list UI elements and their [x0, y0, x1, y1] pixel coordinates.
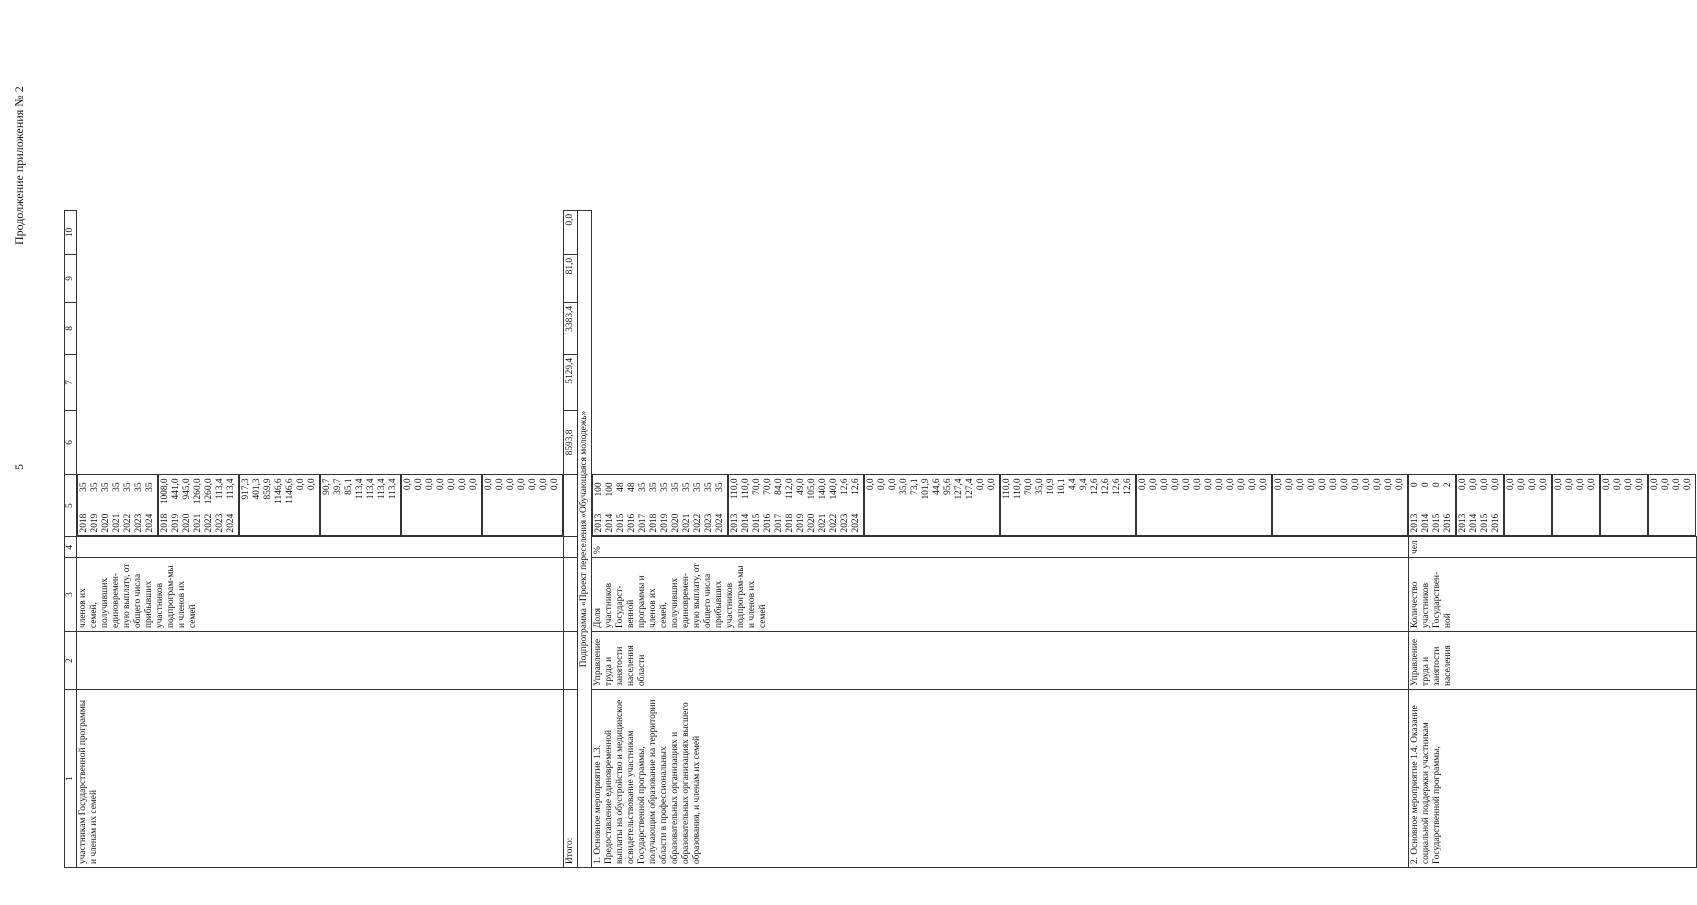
sub-row: 110,0 — [1013, 478, 1023, 500]
col-num: 8 — [65, 302, 77, 354]
sub-row: 0,0 — [1160, 478, 1170, 491]
sub-row: 0,0 — [1138, 478, 1148, 491]
sub-row: 0,0 — [1149, 478, 1159, 491]
sub-row — [807, 478, 818, 532]
sub-value: 35 — [101, 482, 111, 492]
sub-value: 0 — [1421, 482, 1431, 488]
sub-row — [160, 478, 171, 532]
sub-row: 917,3 — [241, 478, 251, 500]
sub-value: 113,4 — [215, 478, 225, 500]
sub-year: 2022 — [829, 513, 839, 533]
block2-col1: 1. Основное мероприятие 1.3. Предоставление единовременной выплаты на обустройство и медицинское освидетельствование участникам Государственной программы, получающим образование на территории области в профессиональных образовательных организациях и образовательных организациях высшего образования, и членам их семей — [592, 690, 1409, 868]
sub-row: 0,0 — [1528, 478, 1538, 491]
sub-row: 0,0 — [1237, 478, 1247, 491]
sub-row — [204, 478, 215, 532]
total-row — [564, 210, 578, 867]
sub-year: 2024 — [715, 513, 725, 533]
sub-year: 2019 — [171, 513, 181, 533]
sub-year: 2013 — [1458, 513, 1468, 533]
sub-row: 0,0 — [436, 478, 446, 491]
sub-row: 35,0 — [1035, 478, 1045, 495]
sub-row — [693, 478, 704, 532]
sub-row: 113,4 — [388, 478, 398, 500]
col-num: 7 — [65, 354, 77, 410]
block2-c8 — [1000, 474, 1136, 536]
block1-col4 — [77, 537, 564, 558]
block2-years — [592, 474, 728, 536]
sub-row — [1480, 478, 1491, 532]
sub-row: 35,0 — [899, 478, 909, 495]
sub-row — [1421, 478, 1432, 532]
sub-row — [101, 478, 112, 532]
sub-value: 2 — [1443, 482, 1453, 488]
col-num: 2 — [65, 632, 77, 690]
sub-row: 0,0 — [1517, 478, 1527, 491]
sub-row: 0,0 — [976, 478, 986, 491]
sub-row: 0,0 — [877, 478, 887, 491]
sub-year: 2023 — [134, 513, 144, 533]
block1-c7 — [239, 474, 320, 536]
sub-row: 0,0 — [307, 478, 317, 491]
sub-row: 0,0 — [1539, 478, 1549, 491]
sub-year: 2020 — [182, 513, 192, 533]
sub-year: 2019 — [796, 513, 806, 533]
sub-row: 70,0 — [1024, 478, 1034, 495]
sub-value: 35 — [649, 482, 659, 492]
sub-row — [1491, 478, 1502, 532]
sub-value: 100 — [605, 482, 615, 497]
sub-value: 35 — [693, 482, 703, 492]
sub-row: 0,0 — [1182, 478, 1192, 491]
sub-row: 0,0 — [1307, 478, 1317, 491]
sub-value: 35 — [123, 482, 133, 492]
sub-row — [829, 478, 840, 532]
sub-row: 39,7 — [333, 478, 343, 495]
sub-row — [851, 478, 862, 532]
page-number: 5 — [12, 464, 26, 470]
sub-year: 2022 — [123, 513, 133, 533]
block1-c10 — [482, 474, 563, 536]
sub-row — [796, 478, 807, 532]
sub-value: 48 — [627, 482, 637, 492]
sub-year: 2021 — [818, 513, 828, 533]
sub-value: 0,0 — [1480, 478, 1490, 491]
sub-row: 0,0 — [1613, 478, 1623, 491]
sub-row — [840, 478, 851, 532]
sub-year: 2021 — [193, 513, 203, 533]
sub-row: 0,0 — [1259, 478, 1269, 491]
sub-row: 0,0 — [528, 478, 538, 491]
sub-row — [134, 478, 145, 532]
sub-row: 0,0 — [1351, 478, 1361, 491]
sub-row: 0,0 — [414, 478, 424, 491]
sub-year: 2018 — [160, 513, 170, 533]
sub-row: 0,0 — [1204, 478, 1214, 491]
sub-row: 0,0 — [1274, 478, 1284, 491]
sub-value: 140,0 — [818, 478, 828, 500]
sub-value: 84,0 — [774, 478, 784, 495]
sub-row: 85,1 — [344, 478, 354, 495]
block2-col4: % — [592, 537, 1409, 558]
sub-row: 110,0 — [1002, 478, 1012, 500]
sub-year: 2024 — [226, 513, 236, 533]
sub-year: 2022 — [693, 513, 703, 533]
sub-row — [1458, 478, 1469, 532]
sub-row: 0,0 — [1340, 478, 1350, 491]
sub-year: 2018 — [649, 513, 659, 533]
sub-value: 1008,0 — [160, 478, 170, 505]
block1-years — [77, 474, 158, 536]
sub-row: 113,4 — [355, 478, 365, 500]
sub-value: 1260,0 — [204, 478, 214, 505]
sub-value: 0,0 — [1491, 478, 1501, 491]
sub-row — [112, 478, 123, 532]
sub-row: 113,4 — [377, 478, 387, 500]
sub-row — [785, 478, 796, 532]
sub-row: 127,4 — [954, 478, 964, 500]
sub-row: 0,0 — [1624, 478, 1634, 491]
sub-year: 2017 — [774, 513, 784, 533]
sub-year: 2018 — [79, 513, 89, 533]
sub-row: 0,0 — [1215, 478, 1225, 491]
block3-row — [1408, 210, 1696, 867]
sub-row: 0,0 — [1193, 478, 1203, 491]
sub-row: 0,0 — [888, 478, 898, 491]
sub-value: 12,6 — [840, 478, 850, 495]
sub-row — [638, 478, 649, 532]
sub-value: 35 — [715, 482, 725, 492]
sub-row — [682, 478, 693, 532]
sub-row: 0,0 — [550, 478, 560, 491]
sub-row: 101,9 — [921, 478, 931, 500]
block1-c8 — [320, 474, 401, 536]
sub-year: 2024 — [145, 513, 155, 533]
sub-year: 2019 — [90, 513, 100, 533]
sub-value: 0 — [1410, 482, 1420, 488]
col-num: 1 — [65, 690, 77, 868]
col-num: 10 — [65, 210, 77, 254]
sub-row: 0,0 — [403, 478, 413, 491]
sub-value: 945,0 — [182, 478, 192, 500]
sub-value: 35 — [145, 482, 155, 492]
total-label: Итого: — [564, 690, 578, 868]
sub-value: 12,6 — [851, 478, 861, 495]
sub-value: 48 — [616, 482, 626, 492]
sub-row: 10,9 — [1046, 478, 1056, 495]
col-num: 5 — [65, 474, 77, 537]
block1-col3: членов их семей, получивших единовремен-ную выплату, от общего числа прибывших участников подпрограм-мы и членов их семей — [77, 558, 564, 632]
block1-col1: участникам Государственной программы и членам их семей — [77, 690, 564, 868]
block2-col3: Доля участников Государст-венной программы и членов их семей, получивших единовремен-ную выплату, от общего числа прибывших участников подпрограм-мы и членов их семей — [592, 558, 1409, 632]
sub-row: 95,6 — [943, 478, 953, 495]
sub-row: 0,0 — [506, 478, 516, 491]
sub-row: 0,0 — [1296, 478, 1306, 491]
sub-year: 2014 — [605, 513, 615, 533]
sub-value: 0 — [1432, 482, 1442, 488]
sub-value: 70,0 — [752, 478, 762, 495]
program-table — [64, 210, 1697, 868]
sub-value: 35 — [90, 482, 100, 492]
sub-value: 113,4 — [226, 478, 236, 500]
sub-row — [123, 478, 134, 532]
sub-year: 2023 — [704, 513, 714, 533]
sub-row — [774, 478, 785, 532]
sub-value: 0,0 — [1469, 478, 1479, 491]
total-c8: 3383,4 — [564, 302, 578, 354]
sub-row: 0,0 — [1362, 478, 1372, 491]
sub-row: 0,0 — [1683, 478, 1693, 491]
sub-year: 2021 — [112, 513, 122, 533]
sub-row — [90, 478, 101, 532]
sub-year: 2017 — [638, 513, 648, 533]
sub-value: 35 — [704, 482, 714, 492]
sub-row — [1432, 478, 1443, 532]
block1-c9 — [401, 474, 482, 536]
sub-row — [715, 478, 726, 532]
sub-row: 0,0 — [1554, 478, 1564, 491]
sub-year: 2021 — [682, 513, 692, 533]
sub-value: 1260,0 — [193, 478, 203, 505]
sub-year: 2018 — [785, 513, 795, 533]
sub-value: 0,0 — [1458, 478, 1468, 491]
sub-row: 0,0 — [1384, 478, 1394, 491]
sub-year: 2013 — [730, 513, 740, 533]
sub-year: 2015 — [752, 513, 762, 533]
subprogram-title: Подпрограмма «Проект переселения «Обучающаяся молодежь» — [578, 210, 592, 867]
sub-row: 0,0 — [1565, 478, 1575, 491]
sub-year: 2013 — [594, 513, 604, 533]
sub-value: 441,0 — [171, 478, 181, 500]
sub-value: 110,0 — [741, 478, 751, 500]
sub-row: 113,4 — [366, 478, 376, 500]
sub-row: 127,4 — [965, 478, 975, 500]
sub-row: 0,0 — [987, 478, 997, 491]
sub-row — [594, 478, 605, 532]
sub-value: 70,0 — [763, 478, 773, 495]
sub-year: 2023 — [215, 513, 225, 533]
sub-year: 2014 — [1469, 513, 1479, 533]
sub-row: 0,0 — [1318, 478, 1328, 491]
sub-row — [671, 478, 682, 532]
sub-value: 35 — [671, 482, 681, 492]
block1-amounts — [158, 474, 239, 536]
sub-row — [627, 478, 638, 532]
sub-row: 0,0 — [1506, 478, 1516, 491]
sub-value: 105,0 — [807, 478, 817, 500]
sub-row: 0,0 — [1672, 478, 1682, 491]
sub-row — [215, 478, 226, 532]
sub-row — [660, 478, 671, 532]
block3-col2: Управление труда и занятости населения — [1408, 632, 1696, 690]
sub-value: 110,0 — [730, 478, 740, 500]
total-c6: 8593,8 — [564, 410, 578, 474]
block3-col1: 2. Основное мероприятие 1.4. Оказание социальной поддержки участникам Государственной программы, — [1408, 690, 1696, 868]
sub-row: 12,6 — [1101, 478, 1111, 495]
block3-c7 — [1504, 474, 1552, 536]
block1-row — [77, 210, 564, 867]
sub-row — [730, 478, 741, 532]
sub-year: 2023 — [840, 513, 850, 533]
sub-value: 140,0 — [829, 478, 839, 500]
sub-row: 1146,6 — [274, 478, 284, 504]
sub-year: 2020 — [807, 513, 817, 533]
sub-row: 0,0 — [1650, 478, 1660, 491]
sub-year: 2020 — [671, 513, 681, 533]
block3-col4: чел — [1408, 537, 1696, 558]
sub-year: 2020 — [101, 513, 111, 533]
sub-year: 2015 — [1480, 513, 1490, 533]
sub-row: 0,0 — [296, 478, 306, 491]
sub-row — [1443, 478, 1454, 532]
sub-row: 0,0 — [1171, 478, 1181, 491]
sub-row: 0,0 — [1576, 478, 1586, 491]
block2-row — [592, 210, 1409, 867]
sub-year: 2016 — [1443, 513, 1453, 533]
total-c7: 5129,4 — [564, 354, 578, 410]
sub-value: 112,0 — [785, 478, 795, 500]
sub-row — [1410, 478, 1421, 532]
sub-row: 9,4 — [1079, 478, 1089, 491]
sub-row: 0,0 — [1373, 478, 1383, 491]
continuation-note: Продолжение приложения № 2 — [12, 86, 26, 245]
sub-row: 1146,6 — [285, 478, 295, 504]
sub-row: 0,0 — [539, 478, 549, 491]
sub-row: 0,0 — [866, 478, 876, 491]
sub-row: 0,0 — [1661, 478, 1671, 491]
block3-years — [1408, 474, 1456, 536]
total-c9: 81,0 — [564, 254, 578, 302]
sub-year: 2015 — [1432, 513, 1442, 533]
sub-row — [1469, 478, 1480, 532]
sub-row: 0,0 — [469, 478, 479, 491]
sub-row — [79, 478, 90, 532]
sub-year: 2024 — [851, 513, 861, 533]
block2-col2: Управление труда и занятости населения области — [592, 632, 1409, 690]
sub-row — [649, 478, 660, 532]
sub-row — [193, 478, 204, 532]
block2-amounts — [728, 474, 864, 536]
subprogram-row — [578, 210, 592, 867]
sub-row: 12,6 — [1123, 478, 1133, 495]
sub-year: 2013 — [1410, 513, 1420, 533]
sub-row: 0,0 — [1285, 478, 1295, 491]
sub-row: 0,0 — [1395, 478, 1405, 491]
sub-value: 35 — [638, 482, 648, 492]
block2-c10 — [1272, 474, 1408, 536]
block2-c9 — [1136, 474, 1272, 536]
sub-value: 49,0 — [796, 478, 806, 495]
sub-row: 859,9 — [263, 478, 273, 500]
block1-col2 — [77, 632, 564, 690]
sub-row: 0,0 — [1329, 478, 1339, 491]
sub-value: 100 — [594, 482, 604, 497]
block3-col3: Количество участников Государствен-ной — [1408, 558, 1696, 632]
sub-row: 0,0 — [1226, 478, 1236, 491]
sub-year: 2016 — [1491, 513, 1501, 533]
block2-c7 — [864, 474, 1000, 536]
sub-value: 35 — [682, 482, 692, 492]
sub-value: 35 — [660, 482, 670, 492]
sub-row — [616, 478, 627, 532]
sub-year: 2016 — [763, 513, 773, 533]
sub-year: 2016 — [627, 513, 637, 533]
sub-year: 2014 — [1421, 513, 1431, 533]
sub-row — [741, 478, 752, 532]
sub-row: 12,6 — [1090, 478, 1100, 495]
sub-row: 0,0 — [484, 478, 494, 491]
sub-row: 0,0 — [1587, 478, 1597, 491]
col-num: 3 — [65, 558, 77, 632]
sub-row: 0,0 — [1635, 478, 1645, 491]
sub-year: 2019 — [660, 513, 670, 533]
sub-row: 4,4 — [1068, 478, 1078, 491]
sub-value: 35 — [134, 482, 144, 492]
sub-row: 12,6 — [1112, 478, 1122, 495]
sub-row: 0,0 — [517, 478, 527, 491]
sub-row — [818, 478, 829, 532]
block3-amounts — [1456, 474, 1504, 536]
sub-row: 90,7 — [322, 478, 332, 495]
sub-row: 73,1 — [910, 478, 920, 495]
sub-row: 401,3 — [252, 478, 262, 500]
sub-value: 35 — [112, 482, 122, 492]
sub-row — [605, 478, 616, 532]
sub-row: 0,0 — [425, 478, 435, 491]
sub-row: 0,0 — [1248, 478, 1258, 491]
block3-c10 — [1648, 474, 1696, 536]
col-num: 4 — [65, 537, 77, 558]
col-num: 9 — [65, 254, 77, 302]
block3-c9 — [1600, 474, 1648, 536]
sub-year: 2015 — [616, 513, 626, 533]
sub-row: 0,0 — [495, 478, 505, 491]
sub-row — [752, 478, 763, 532]
block3-c8 — [1552, 474, 1600, 536]
sub-row — [763, 478, 774, 532]
sub-row: 10,1 — [1057, 478, 1067, 495]
sub-row: 0,0 — [458, 478, 468, 491]
sub-year: 2014 — [741, 513, 751, 533]
col-num: 6 — [65, 410, 77, 474]
column-number-row — [65, 210, 77, 867]
total-c10: 0,0 — [564, 210, 578, 254]
sub-row — [182, 478, 193, 532]
sub-row — [171, 478, 182, 532]
sub-year: 2022 — [204, 513, 214, 533]
sub-value: 35 — [79, 482, 89, 492]
sub-row: 44,6 — [932, 478, 942, 495]
sub-row: 0,0 — [1602, 478, 1612, 491]
sub-row — [145, 478, 156, 532]
sub-row — [704, 478, 715, 532]
sub-row — [226, 478, 237, 532]
sub-row: 0,0 — [447, 478, 457, 491]
